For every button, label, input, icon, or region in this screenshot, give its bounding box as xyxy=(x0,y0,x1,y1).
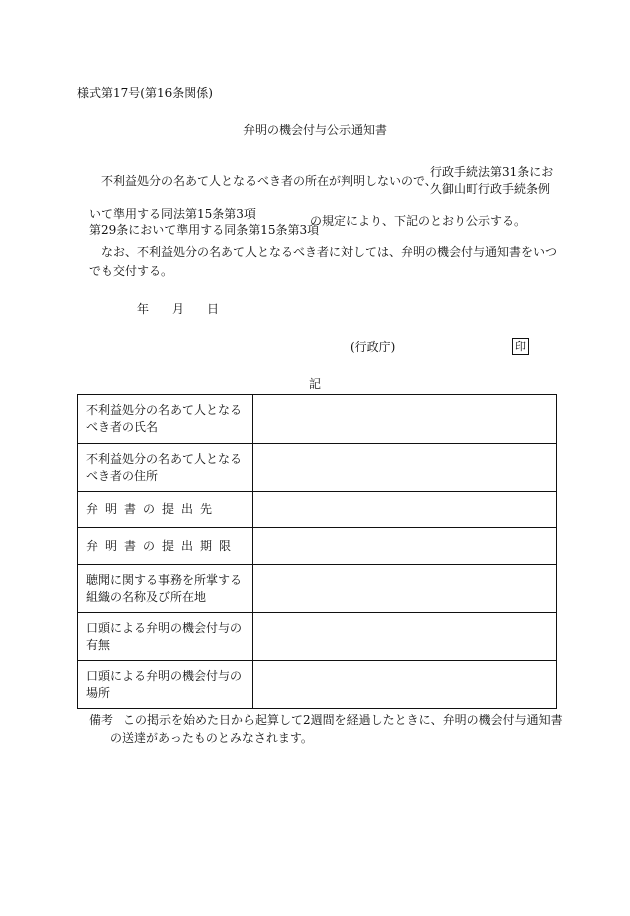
paragraph-2-line-1: なお、不利益処分の名あて人となるべき者に対しては、弁明の機会付与通知書をいつ xyxy=(101,245,558,259)
row-value[interactable] xyxy=(253,444,557,492)
row-value[interactable] xyxy=(253,565,557,613)
row-label: 弁明書の提出先 xyxy=(78,492,253,528)
table-row xyxy=(78,661,557,709)
paragraph-1-lead: 不利益処分の名あて人となるべき者の所在が判明しないので、 xyxy=(101,174,437,188)
form-number: 様式第17号(第16条関係) xyxy=(77,86,213,100)
date-day: 日 xyxy=(207,302,220,316)
paragraph-2-line-2: でも交付する。 xyxy=(89,264,174,278)
row-label: 不利益処分の名あて人となる べき者の氏名 xyxy=(78,395,253,444)
remark-line-1 xyxy=(89,713,563,728)
paragraph-1-bracket-line-2: 久御山町行政手続条例 xyxy=(430,182,551,196)
row-label: 口頭による弁明の機会付与の 有無 xyxy=(78,613,253,661)
row-value[interactable] xyxy=(253,492,557,528)
table-row xyxy=(78,492,557,528)
paragraph-1-bracket-line-3: いて準用する同法第15条第3項 xyxy=(89,207,256,221)
table-row xyxy=(78,444,557,492)
row-label: 聴聞に関する事務を所掌する 組織の名称及び所在地 xyxy=(78,565,253,613)
row-label: 弁明書の提出期限 xyxy=(78,528,253,565)
agency-label: (行政庁) xyxy=(350,340,396,354)
date-year: 年 xyxy=(137,302,150,316)
remark-key: 備考 xyxy=(89,713,114,727)
remark-text-1: この掲示を始めた日から起算して2週間を経過したときに、弁明の機会付与通知書 xyxy=(123,713,563,727)
paragraph-1-bracket-line-4: 第29条において準用する同条第15条第3項 xyxy=(89,223,320,237)
row-value[interactable] xyxy=(253,395,557,444)
table-row xyxy=(78,565,557,613)
ki-heading: 記 xyxy=(308,377,321,391)
row-value[interactable] xyxy=(253,528,557,565)
notice-table xyxy=(77,394,557,709)
paragraph-1-bracket-line-1: 行政手続法第31条にお xyxy=(430,165,554,179)
table-row xyxy=(78,395,557,444)
row-label: 不利益処分の名あて人となる べき者の住所 xyxy=(78,444,253,492)
table-row xyxy=(78,613,557,661)
row-value[interactable] xyxy=(253,661,557,709)
row-label: 口頭による弁明の機会付与の 場所 xyxy=(78,661,253,709)
table-row xyxy=(78,528,557,565)
remark-line-2: の送達があったものとみなされます。 xyxy=(110,731,313,745)
date-month: 月 xyxy=(172,302,185,316)
seal-mark: 印 xyxy=(512,338,529,355)
row-value[interactable] xyxy=(253,613,557,661)
document-title: 弁明の機会付与公示通知書 xyxy=(242,123,387,137)
paragraph-1-tail: の規定により、下記のとおり公示する。 xyxy=(310,214,527,228)
